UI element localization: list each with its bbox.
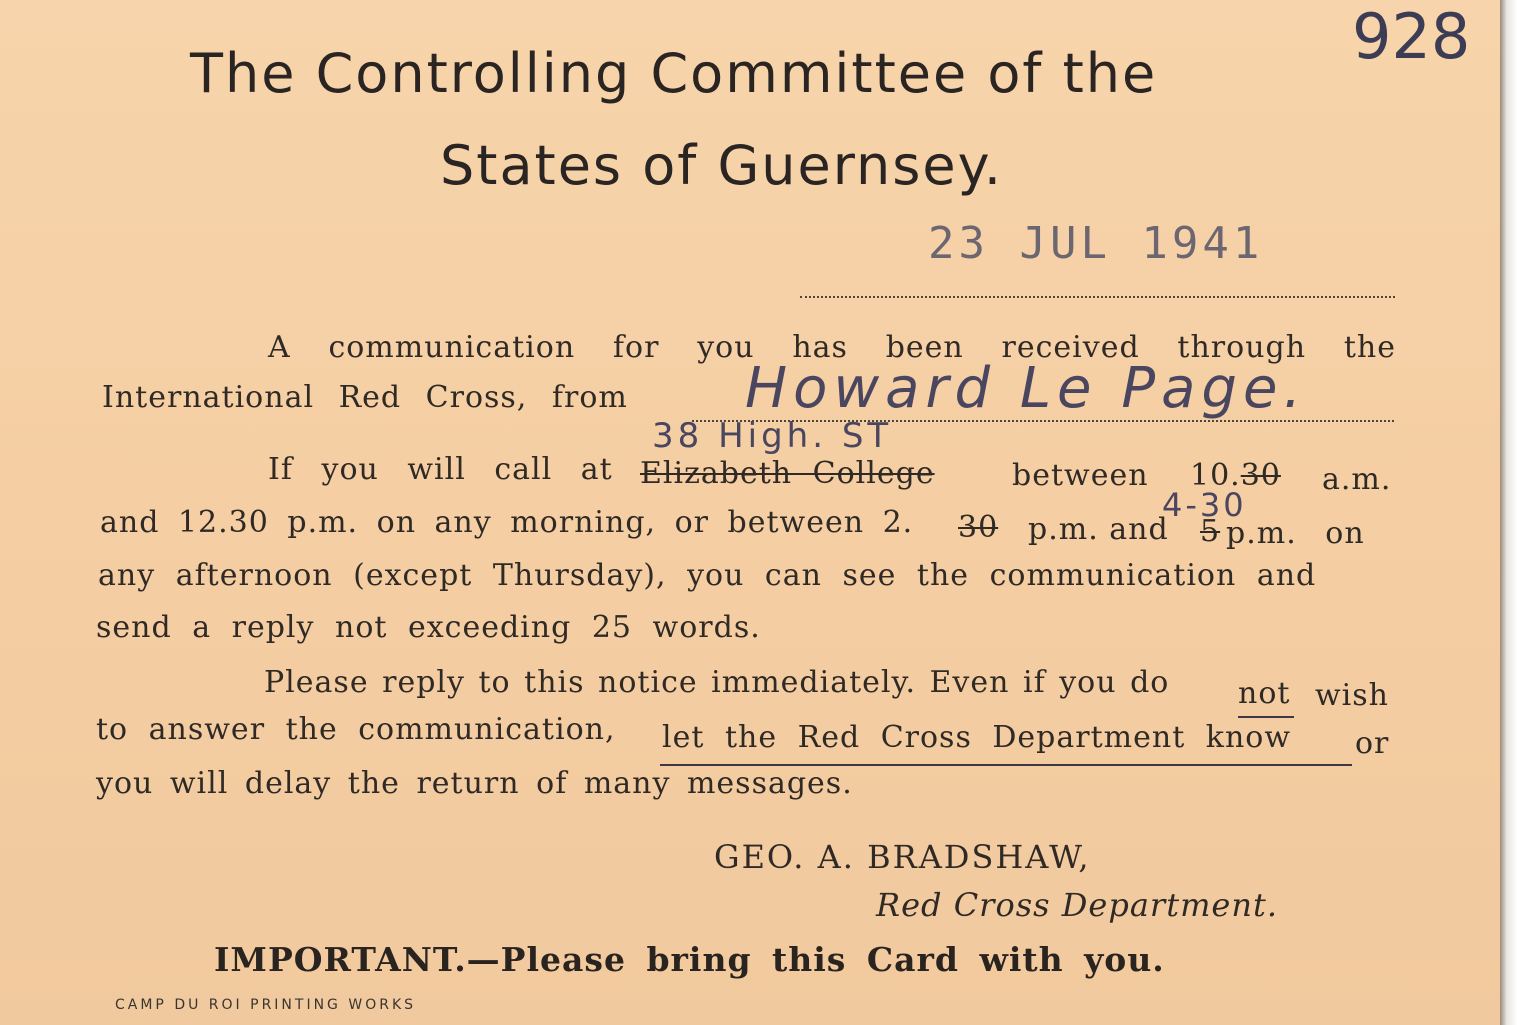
- word: been: [885, 330, 964, 365]
- para2-line2-end: p.m. on: [1226, 516, 1365, 551]
- struck-place: Elizabeth College: [640, 456, 935, 491]
- card-number: 928: [1352, 0, 1471, 73]
- para2-between: between: [1012, 458, 1149, 493]
- important-notice: IMPORTANT.—Please bring this Card with you.: [214, 940, 1165, 979]
- word: the: [1343, 330, 1396, 365]
- heading-line-2: States of Guernsey.: [440, 134, 1003, 197]
- scan-edge: [1500, 0, 1517, 1025]
- para3-line2-start: to answer the communication,: [96, 712, 616, 747]
- word: through: [1177, 330, 1307, 365]
- para2-line3: any afternoon (except Thursday), you can see the communication and: [98, 558, 1317, 593]
- word: for: [612, 330, 660, 365]
- not-underline: [1238, 716, 1294, 718]
- word: A: [268, 330, 291, 365]
- para2-line2-mid: p.m. and: [1028, 512, 1169, 547]
- date-line: [800, 296, 1395, 298]
- word: you: [697, 330, 755, 365]
- para3-line1-end: wish: [1315, 678, 1389, 713]
- am-time-prefix: 10.: [1190, 458, 1241, 493]
- word: has: [792, 330, 848, 365]
- sender-handwritten: Howard Le Page.: [745, 356, 1308, 421]
- para3-line2-end: or: [1355, 726, 1390, 761]
- word: communication: [328, 330, 576, 365]
- am-time-struck: 30: [1240, 458, 1281, 493]
- signature-name: GEO. A. BRADSHAW,: [714, 838, 1091, 876]
- date-stamp: 23 JUL 1941: [928, 218, 1264, 269]
- para3-not: not: [1238, 676, 1291, 711]
- pm-start-struck: 30: [958, 510, 999, 545]
- am-suffix: a.m.: [1322, 462, 1392, 497]
- printer-credit: CAMP DU ROI PRINTING WORKS: [115, 997, 417, 1013]
- heading-line-1: The Controlling Committee of the: [190, 42, 1158, 105]
- para2-line2-start: and 12.30 p.m. on any morning, or between 2.: [100, 505, 914, 540]
- para3-underlined: let the Red Cross Department know: [662, 720, 1292, 755]
- signature-department: Red Cross Department.: [876, 886, 1278, 924]
- word: received: [1001, 330, 1140, 365]
- para3-line1-start: Please reply to this notice immediately. Even if you do: [264, 665, 1170, 700]
- para3-line3: you will delay the return of many messages.: [96, 766, 853, 801]
- para1-line2: International Red Cross, from: [102, 380, 628, 415]
- para2-line1-start: If you will call at: [268, 452, 613, 487]
- para2-line4: send a reply not exceeding 25 words.: [96, 610, 761, 645]
- pm-handwritten: 4-30: [1162, 486, 1247, 524]
- address-handwritten: 38 High. ST: [652, 416, 893, 456]
- pm-end-struck: 5: [1200, 514, 1221, 549]
